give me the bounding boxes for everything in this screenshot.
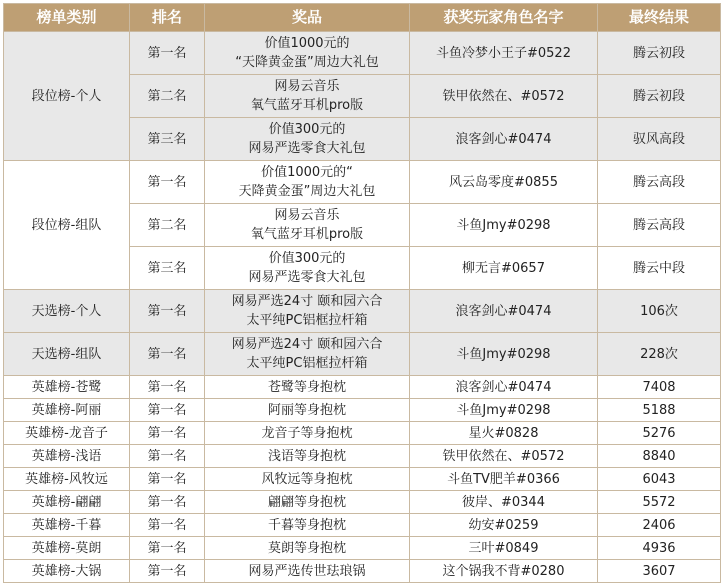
prize-cell: 价值1000元的 “天降黄金蛋”周边大礼包 <box>205 32 410 75</box>
rank-cell: 第一名 <box>130 491 205 514</box>
result-cell: 腾云中段 <box>598 247 721 290</box>
rank-cell: 第一名 <box>130 376 205 399</box>
table-row <box>4 333 721 376</box>
result-cell: 228次 <box>598 333 721 376</box>
category-cell: 段位榜-组队 <box>4 161 130 290</box>
prize-cell: 价值300元的 网易严选零食大礼包 <box>205 247 410 290</box>
player-cell: 幼安#0259 <box>410 514 598 537</box>
category-cell: 英雄榜-千暮 <box>4 514 130 537</box>
table-row <box>4 491 721 514</box>
result-cell: 5572 <box>598 491 721 514</box>
player-cell: 浪客剑心#0474 <box>410 290 598 333</box>
prize-cell: 网易严选24寸 颐和园六合 太平纯PC铝框拉杆箱 <box>205 290 410 333</box>
table-row <box>4 376 721 399</box>
result-cell: 106次 <box>598 290 721 333</box>
prize-cell: 网易严选传世珐琅锅 <box>205 560 410 583</box>
prize-cell: 千暮等身抱枕 <box>205 514 410 537</box>
table-row <box>4 32 721 75</box>
rank-cell: 第一名 <box>130 399 205 422</box>
rank-cell: 第一名 <box>130 537 205 560</box>
rank-cell: 第一名 <box>130 560 205 583</box>
player-cell: 这个锅我不背#0280 <box>410 560 598 583</box>
player-cell: 风云岛零度#0855 <box>410 161 598 204</box>
prize-cell: 网易云音乐 氧气蓝牙耳机pro版 <box>205 204 410 247</box>
header-category: 榜单类别 <box>4 4 130 32</box>
prize-cell: 网易云音乐 氧气蓝牙耳机pro版 <box>205 75 410 118</box>
header-result: 最终结果 <box>598 4 721 32</box>
result-cell: 腾云高段 <box>598 161 721 204</box>
rank-cell: 第一名 <box>130 32 205 75</box>
header-prize: 奖品 <box>205 4 410 32</box>
rank-cell: 第二名 <box>130 75 205 118</box>
prize-cell: 阿丽等身抱枕 <box>205 399 410 422</box>
category-cell: 英雄榜-龙音子 <box>4 422 130 445</box>
rank-cell: 第一名 <box>130 333 205 376</box>
player-cell: 斗鱼Jmy#0298 <box>410 204 598 247</box>
table-row <box>4 560 721 583</box>
prize-cell: 风牧远等身抱枕 <box>205 468 410 491</box>
prize-cell: 翩翩等身抱枕 <box>205 491 410 514</box>
table-row <box>4 514 721 537</box>
result-cell: 4936 <box>598 537 721 560</box>
result-cell: 腾云初段 <box>598 75 721 118</box>
rank-cell: 第一名 <box>130 161 205 204</box>
category-cell: 英雄榜-浅语 <box>4 445 130 468</box>
category-cell: 天选榜-个人 <box>4 290 130 333</box>
rank-cell: 第三名 <box>130 247 205 290</box>
result-cell: 腾云高段 <box>598 204 721 247</box>
player-cell: 三叶#0849 <box>410 537 598 560</box>
category-cell: 天选榜-组队 <box>4 333 130 376</box>
result-cell: 6043 <box>598 468 721 491</box>
table-row <box>4 445 721 468</box>
result-cell: 7408 <box>598 376 721 399</box>
player-cell: 铁甲依然在、#0572 <box>410 445 598 468</box>
rank-cell: 第一名 <box>130 445 205 468</box>
prize-cell: 价值300元的 网易严选零食大礼包 <box>205 118 410 161</box>
result-cell: 3607 <box>598 560 721 583</box>
player-cell: 彼岸、#0344 <box>410 491 598 514</box>
header-row <box>4 4 721 32</box>
result-cell: 腾云初段 <box>598 32 721 75</box>
table-row <box>4 161 721 204</box>
player-cell: 星火#0828 <box>410 422 598 445</box>
prize-cell: 龙音子等身抱枕 <box>205 422 410 445</box>
result-cell: 驭风高段 <box>598 118 721 161</box>
result-cell: 5276 <box>598 422 721 445</box>
prize-cell: 网易严选24寸 颐和园六合 太平纯PC铝框拉杆箱 <box>205 333 410 376</box>
prize-cell: 苍鹭等身抱枕 <box>205 376 410 399</box>
player-cell: 斗鱼TV肥羊#0366 <box>410 468 598 491</box>
rank-cell: 第二名 <box>130 204 205 247</box>
category-cell: 段位榜-个人 <box>4 32 130 161</box>
prize-cell: 浅语等身抱枕 <box>205 445 410 468</box>
rank-cell: 第一名 <box>130 290 205 333</box>
category-cell: 英雄榜-莫朗 <box>4 537 130 560</box>
rank-cell: 第一名 <box>130 422 205 445</box>
prize-cell: 莫朗等身抱枕 <box>205 537 410 560</box>
leaderboard-results-table <box>3 3 721 583</box>
table-row <box>4 468 721 491</box>
header-rank: 排名 <box>130 4 205 32</box>
category-cell: 英雄榜-翩翩 <box>4 491 130 514</box>
category-cell: 英雄榜-大锅 <box>4 560 130 583</box>
player-cell: 斗鱼Jmy#0298 <box>410 399 598 422</box>
result-cell: 5188 <box>598 399 721 422</box>
table-row <box>4 290 721 333</box>
category-cell: 英雄榜-苍鹭 <box>4 376 130 399</box>
rank-cell: 第三名 <box>130 118 205 161</box>
category-cell: 英雄榜-风牧远 <box>4 468 130 491</box>
category-cell: 英雄榜-阿丽 <box>4 399 130 422</box>
table-row <box>4 537 721 560</box>
player-cell: 柳无言#0657 <box>410 247 598 290</box>
table-header <box>4 4 721 32</box>
result-cell: 8840 <box>598 445 721 468</box>
result-cell: 2406 <box>598 514 721 537</box>
table-body <box>4 32 721 583</box>
player-cell: 浪客剑心#0474 <box>410 118 598 161</box>
header-player: 获奖玩家角色名字 <box>410 4 598 32</box>
player-cell: 铁甲依然在、#0572 <box>410 75 598 118</box>
table-row <box>4 422 721 445</box>
player-cell: 浪客剑心#0474 <box>410 376 598 399</box>
table-row <box>4 399 721 422</box>
player-cell: 斗鱼冷梦小王子#0522 <box>410 32 598 75</box>
player-cell: 斗鱼Jmy#0298 <box>410 333 598 376</box>
rank-cell: 第一名 <box>130 468 205 491</box>
rank-cell: 第一名 <box>130 514 205 537</box>
prize-cell: 价值1000元的“ 天降黄金蛋”周边大礼包 <box>205 161 410 204</box>
